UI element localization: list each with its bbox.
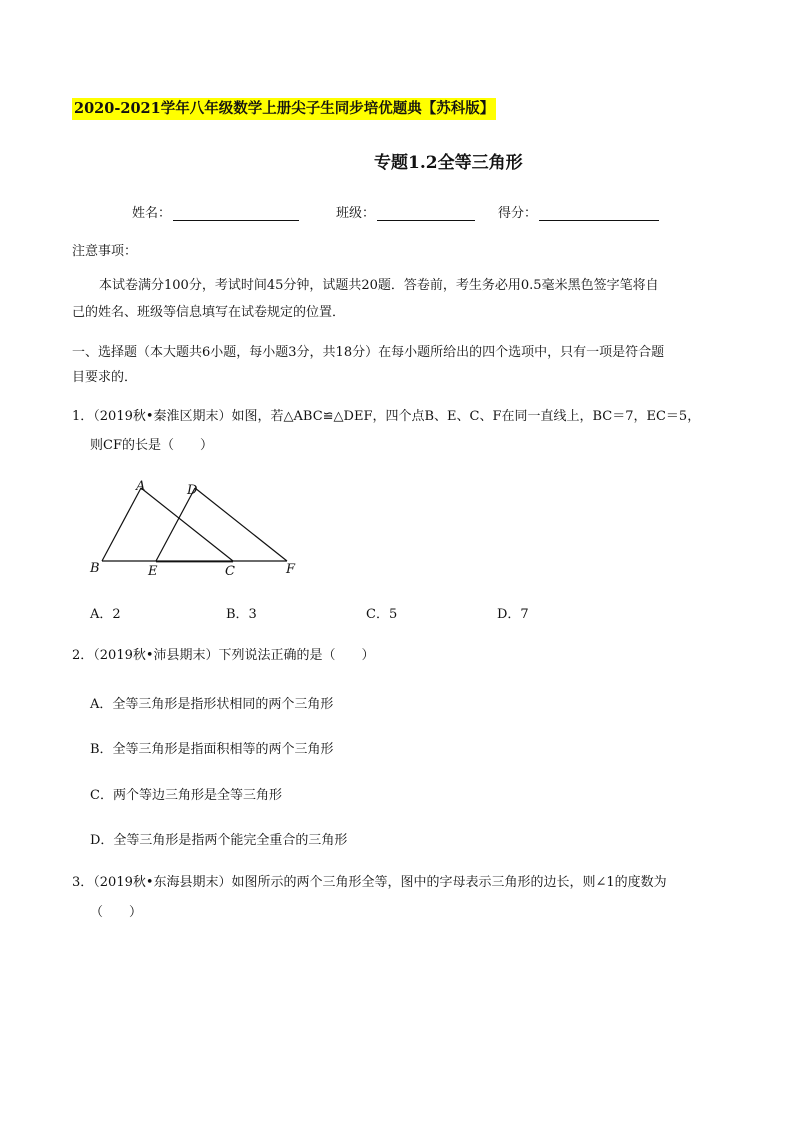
score-blank[interactable]: [539, 206, 659, 221]
segment-ab: [102, 488, 141, 561]
label-e: E: [148, 564, 158, 579]
score-field[interactable]: [498, 202, 659, 221]
question-2-option-c[interactable]: C．两个等边三角形是全等三角形: [90, 788, 282, 803]
segment-de: [156, 488, 195, 561]
question-1-figure: [80, 474, 310, 584]
header-banner: 2020-2021学年八年级数学上册尖子生同步培优题典【苏科版】: [72, 98, 496, 120]
name-field[interactable]: [132, 202, 299, 221]
notes-heading: 注意事项：: [72, 244, 138, 259]
label-a: A: [136, 479, 146, 494]
label-f: F: [286, 562, 296, 577]
document-title: 专题1.2全等三角形: [374, 153, 523, 173]
question-1-stem-line-2: 则CF的长是（ ）: [90, 438, 213, 453]
segment-df: [195, 488, 287, 561]
label-d: D: [187, 483, 198, 498]
question-2-option-a[interactable]: A．全等三角形是指形状相同的两个三角形: [90, 697, 334, 712]
class-label: 班级：: [336, 206, 376, 221]
question-1-stem-line-1: 1．（2019秋•秦淮区期末）如图，若△ABC≌△DEF，四个点B、E、C、F在同一直线上，BC＝7，EC＝5，: [72, 409, 701, 424]
question-1-option-d[interactable]: D．7: [497, 607, 529, 622]
section-1-heading-line-2: 目要求的．: [72, 370, 138, 385]
section-1-heading-line-1: 一、选择题（本大题共6小题，每小题3分，共18分）在每小题所给出的四个选项中，只有一项是符合题: [72, 345, 665, 360]
class-field[interactable]: [336, 202, 475, 221]
segment-ac: [141, 488, 233, 561]
score-label: 得分：: [498, 206, 538, 221]
question-3-stem-line-2: （ ）: [90, 905, 143, 920]
question-3-stem-line-1: 3．（2019秋•东海县期末）如图所示的两个三角形全等，图中的字母表示三角形的边长，则∠1的度数为: [72, 875, 667, 890]
label-c: C: [225, 564, 235, 579]
question-1-option-b[interactable]: B．3: [226, 607, 257, 622]
question-2-option-b[interactable]: B．全等三角形是指面积相等的两个三角形: [90, 742, 334, 757]
question-2-stem: 2．（2019秋•沛县期末）下列说法正确的是（ ）: [72, 648, 375, 663]
question-1-option-a[interactable]: A．2: [90, 607, 121, 622]
question-2-option-d[interactable]: D．全等三角形是指两个能完全重合的三角形: [90, 833, 348, 848]
notes-line-2: 己的姓名、班级等信息填写在试卷规定的位置．: [72, 305, 346, 320]
notes-line-1: 本试卷满分100分，考试时间45分钟，试题共20题．答卷前，考生务必用0.5毫米黑色签字笔将自: [99, 278, 659, 293]
label-b: B: [90, 561, 100, 576]
name-label: 姓名：: [132, 206, 172, 221]
name-blank[interactable]: [173, 206, 299, 221]
class-blank[interactable]: [377, 206, 475, 221]
question-1-option-c[interactable]: C．5: [366, 607, 398, 622]
